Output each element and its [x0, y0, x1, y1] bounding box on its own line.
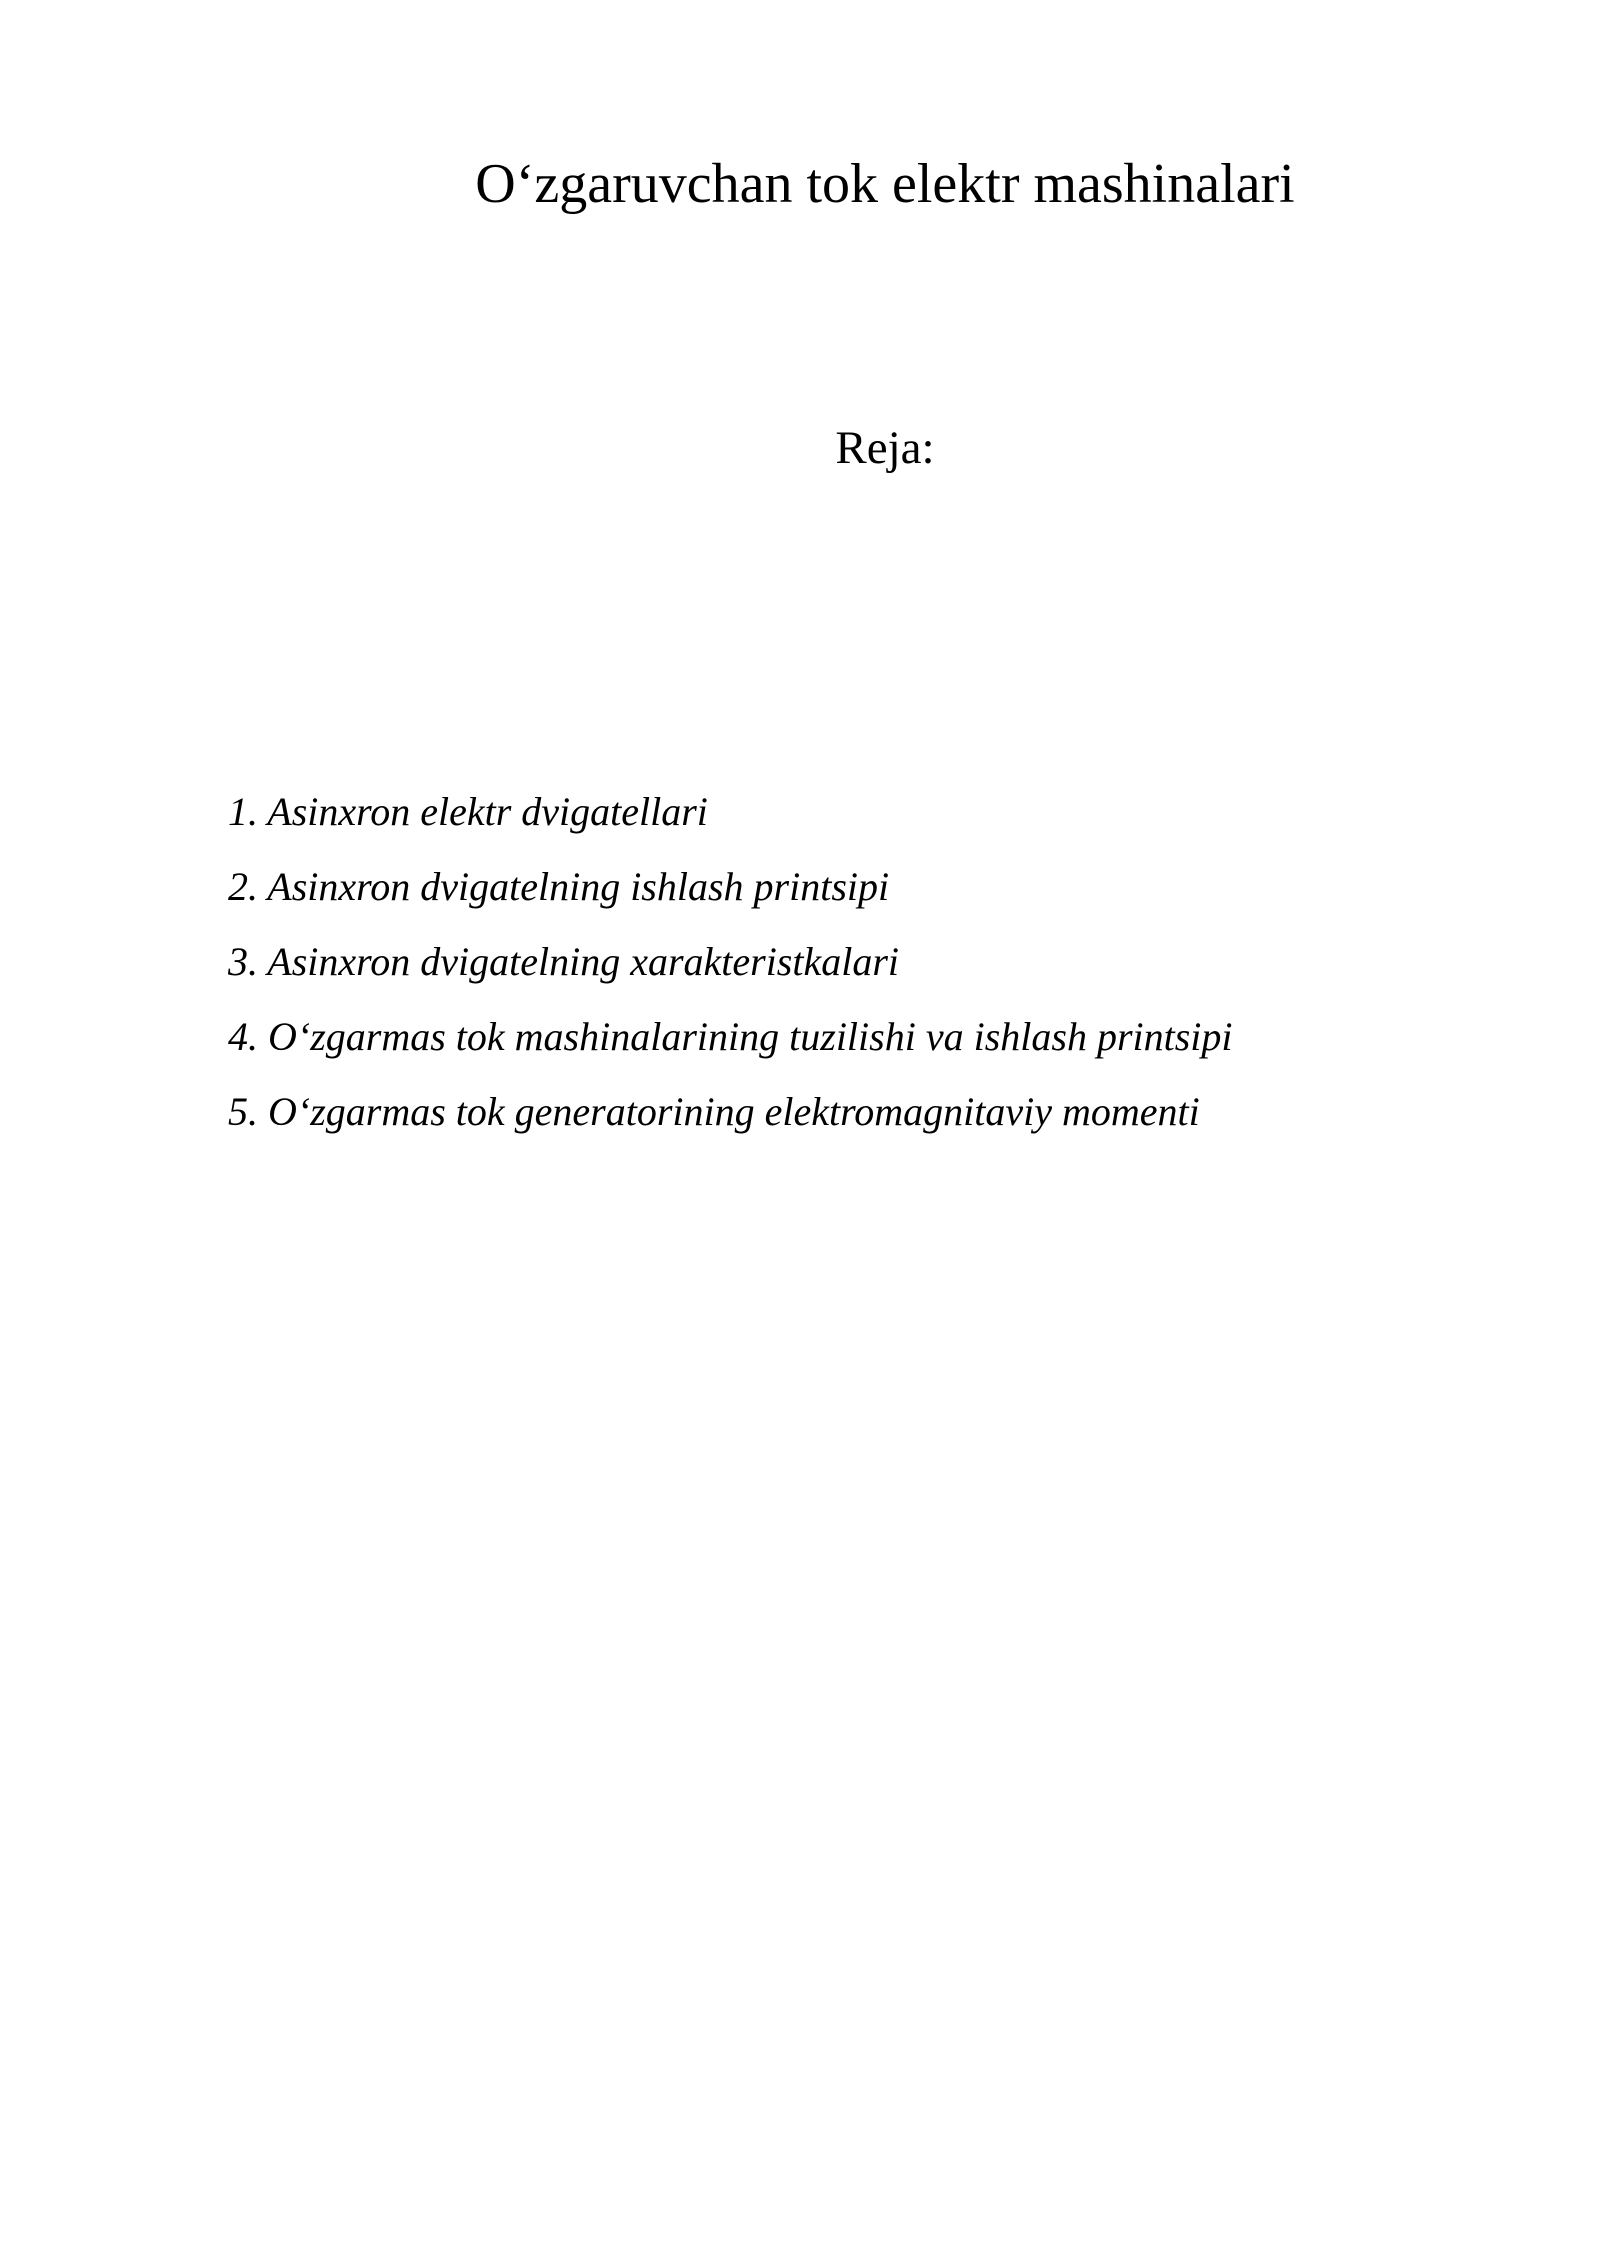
plan-list [228, 774, 1233, 1149]
plan-item-1: 1. Asinxron elektr dvigatellari [228, 789, 708, 834]
plan-item-2: 2. Asinxron dvigatelning ishlash printsipi [228, 864, 890, 909]
plan-item-4: 4. O‘zgarmas tok mashinalarining tuzilishi va ishlash printsipi [228, 1014, 1233, 1059]
document-title: O‘zgaruvchan tok elektr mashinalari [475, 153, 1295, 215]
plan-heading: Reja: [835, 422, 935, 474]
plan-item-5: 5. O‘zgarmas tok generatorining elektromagnitaviy momenti [228, 1089, 1200, 1134]
plan-item-3: 3. Asinxron dvigatelning xarakteristkalari [228, 939, 900, 984]
